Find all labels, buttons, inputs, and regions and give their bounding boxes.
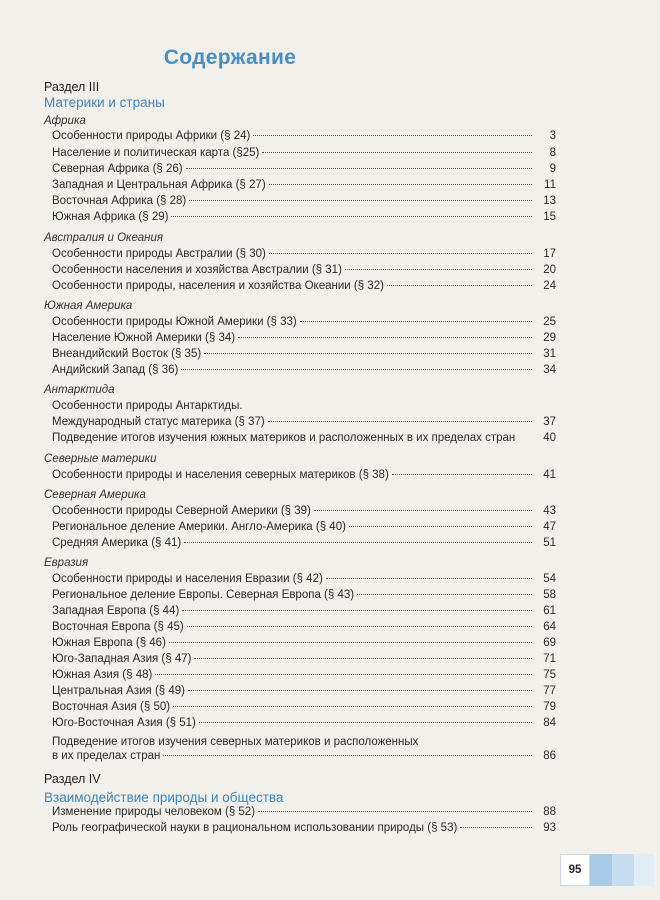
leader-dots <box>186 168 532 169</box>
toc-entry-line[interactable]: Подведение итогов изучения северных материков и расположенных <box>52 736 419 748</box>
section-4-label: Раздел IV <box>44 772 101 786</box>
leader-dots <box>173 706 532 707</box>
toc-entry-line[interactable]: Особенности природы Антарктиды. <box>52 400 243 412</box>
page-title: Содержание <box>163 46 297 69</box>
leader-dots <box>204 353 532 354</box>
toc-entry[interactable]: Восточная Азия (§ 50) 79 <box>52 701 556 713</box>
leader-dots <box>189 200 532 201</box>
toc-entry[interactable]: Особенности природы и населения северных материков (§ 38) 41 <box>52 469 556 481</box>
leader-dots <box>262 152 532 153</box>
toc-entry[interactable]: Западная и Центральная Африка (§ 27) 11 <box>52 179 556 191</box>
leader-dots <box>187 626 532 627</box>
leader-dots <box>238 337 532 338</box>
category-africa: Африка <box>44 115 86 127</box>
toc-entry[interactable]: Центральная Азия (§ 49) 77 <box>52 685 556 697</box>
decor-stripe <box>612 854 634 886</box>
toc-entry[interactable]: в их пределах стран 86 <box>52 750 556 762</box>
toc-entry[interactable]: Южная Азия (§ 48) 75 <box>52 669 556 681</box>
toc-entry[interactable]: Западная Европа (§ 44) 61 <box>52 605 556 617</box>
category-eurasia: Евразия <box>44 557 89 569</box>
leader-dots <box>171 216 532 217</box>
toc-entry[interactable]: Южная Европа (§ 46) 69 <box>52 637 556 649</box>
toc-entry[interactable]: Международный статус материка (§ 37) 37 <box>52 416 556 428</box>
leader-dots <box>387 285 532 286</box>
toc-entry[interactable]: Региональное деление Америки. Англо-Америка (§ 40) 47 <box>52 521 556 533</box>
toc-entry[interactable]: Особенности природы Южной Америки (§ 33) 25 <box>52 316 556 328</box>
toc-entry[interactable]: Население Южной Америки (§ 34) 29 <box>52 332 556 344</box>
leader-dots <box>314 510 532 511</box>
leader-dots <box>392 474 532 475</box>
toc-entry[interactable]: Юго-Восточная Азия (§ 51) 84 <box>52 717 556 729</box>
leader-dots <box>163 755 532 756</box>
toc-entry[interactable]: Роль географической науки в рациональном использовании природы (§ 53) 93 <box>52 822 556 834</box>
toc-entry[interactable]: Особенности природы Австралии (§ 30) 17 <box>52 248 556 260</box>
leader-dots <box>460 827 532 828</box>
category-australia-oceania: Австралия и Океания <box>44 232 163 244</box>
toc-entry[interactable]: Андийский Запад (§ 36) 34 <box>52 364 556 376</box>
toc-entry[interactable]: Особенности природы Северной Америки (§ 39) 43 <box>52 505 556 517</box>
toc-entry[interactable]: Южная Африка (§ 29) 15 <box>52 211 556 223</box>
toc-entry[interactable]: Восточная Европа (§ 45) 64 <box>52 621 556 633</box>
toc-entry[interactable]: Особенности природы Африки (§ 24) 3 <box>52 130 556 142</box>
toc-entry[interactable]: Население и политическая карта (§25) 8 <box>52 147 556 159</box>
leader-dots <box>357 594 532 595</box>
leader-dots <box>300 321 532 322</box>
leader-dots <box>269 184 532 185</box>
leader-dots <box>169 642 532 643</box>
leader-dots <box>199 722 532 723</box>
leader-dots <box>182 610 532 611</box>
leader-dots <box>268 421 532 422</box>
toc-entry[interactable]: Северная Африка (§ 26) 9 <box>52 163 556 175</box>
toc-entry[interactable]: Восточная Африка (§ 28) 13 <box>52 195 556 207</box>
decor-stripe <box>634 854 654 886</box>
toc-entry[interactable]: Средняя Америка (§ 41) 51 <box>52 537 556 549</box>
leader-dots <box>184 542 532 543</box>
leader-dots <box>258 811 532 812</box>
toc-entry[interactable]: Особенности населения и хозяйства Австралии (§ 31) 20 <box>52 264 556 276</box>
toc-entry[interactable]: Внеандийский Восток (§ 35) 31 <box>52 348 556 360</box>
leader-dots <box>155 674 532 675</box>
leader-dots <box>188 690 532 691</box>
section-3-title: Материки и страны <box>44 95 165 110</box>
page-number-tab <box>560 854 654 886</box>
leader-dots <box>253 135 532 136</box>
leader-dots <box>326 578 532 579</box>
leader-dots <box>194 658 532 659</box>
leader-dots <box>349 526 532 527</box>
toc-entry[interactable]: Юго-Западная Азия (§ 47) 71 <box>52 653 556 665</box>
toc-entry[interactable]: Особенности природы, населения и хозяйства Океании (§ 32) 24 <box>52 280 556 292</box>
leader-dots <box>345 269 532 270</box>
toc-entry[interactable]: Изменение природы человеком (§ 52) 88 <box>52 806 556 818</box>
toc-entry[interactable]: Региональное деление Европы. Северная Европа (§ 43) 58 <box>52 589 556 601</box>
decor-stripe <box>590 854 612 886</box>
category-antarctica: Антарктида <box>44 384 115 396</box>
section-4-title: Взаимодействие природы и общества <box>44 790 284 805</box>
category-north-america: Северная Америка <box>44 489 146 501</box>
leader-dots <box>269 253 532 254</box>
category-north-continents: Северные материки <box>44 453 157 465</box>
section-3-label: Раздел III <box>44 80 100 94</box>
page-number: 95 <box>560 854 590 886</box>
leader-dots <box>181 369 532 370</box>
toc-entry[interactable]: Особенности природы и населения Евразии (§ 42) 54 <box>52 573 556 585</box>
category-south-america: Южная Америка <box>44 300 133 312</box>
toc-entry[interactable]: Подведение итогов изучения южных материков и расположенных в их пределах стран 40 <box>52 432 556 444</box>
